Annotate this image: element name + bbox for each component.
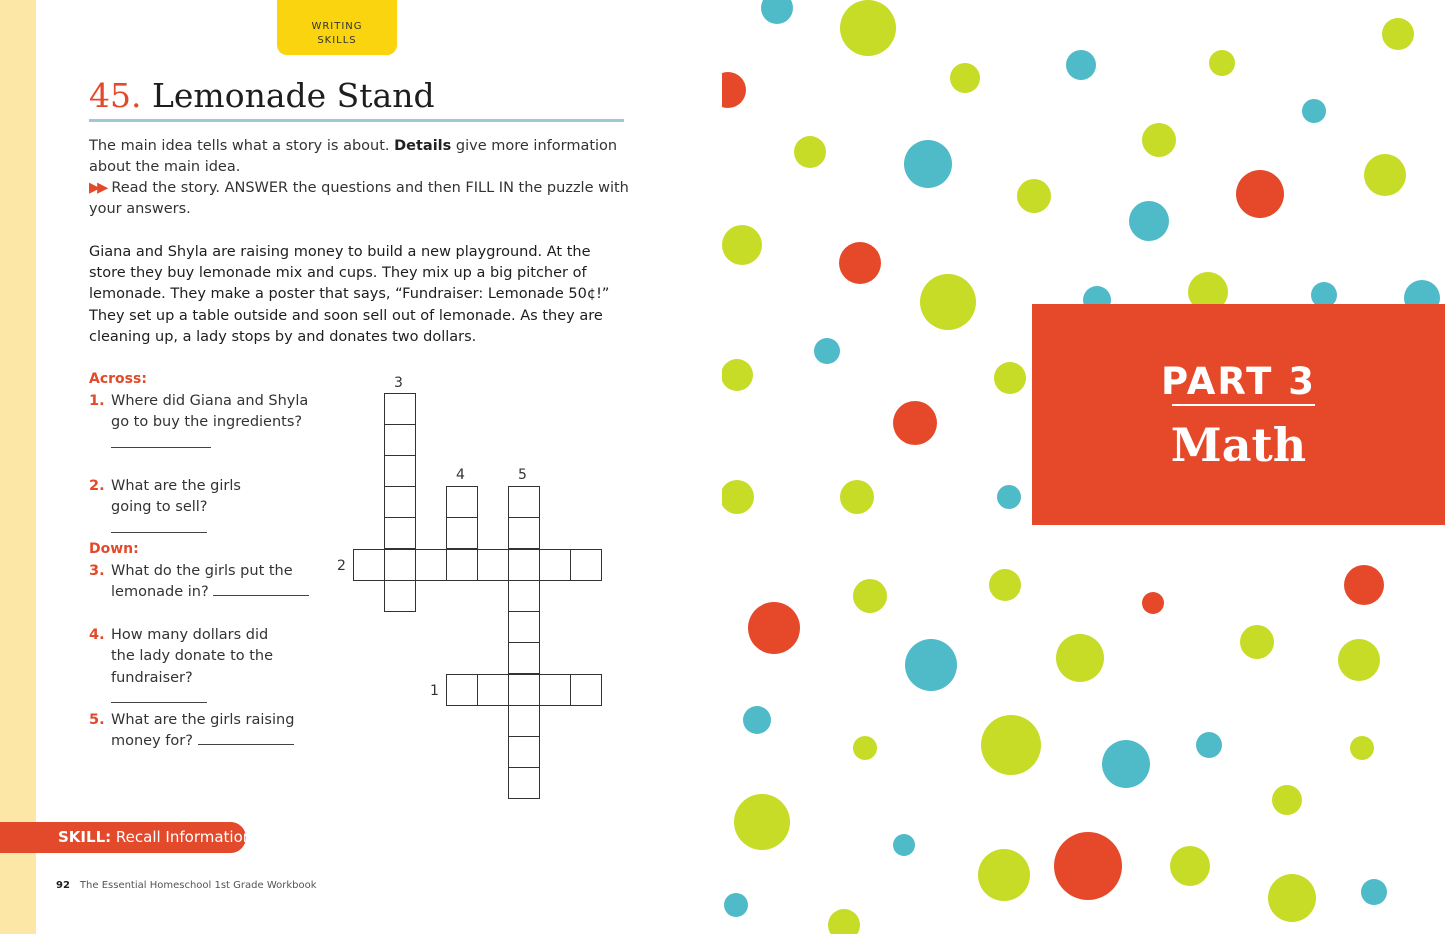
intro-main-end: give more information about the main idea. [89, 138, 618, 175]
crossword-cell[interactable] [508, 674, 540, 706]
skill-value: Recall Information [115, 828, 253, 846]
part-name: Math [1170, 418, 1307, 472]
clue-across-1 [89, 391, 319, 455]
skill-banner [0, 822, 253, 853]
answer-blank[interactable] [111, 434, 211, 448]
crossword-cell[interactable] [508, 611, 540, 643]
part-label: PART 3 [1160, 360, 1317, 403]
crossword-cell[interactable] [384, 486, 416, 518]
crossword-cell[interactable] [508, 549, 540, 581]
clue-text: What are the girls going to sell? [111, 478, 241, 516]
clue-down-5 [89, 710, 319, 753]
clue-across-2 [89, 476, 319, 540]
grid-number-1: 1 [430, 683, 439, 699]
crossword-cell[interactable] [539, 674, 571, 706]
crossword-cell[interactable] [353, 549, 385, 581]
instructions: Read the story. ANSWER the questions and then FILL IN the puzzle with your answers. [89, 180, 629, 217]
part-divider [1172, 404, 1315, 406]
lesson-number: 45. [89, 76, 142, 115]
crossword-cell[interactable] [570, 674, 602, 706]
clue-text: What are the girls raising money for? [111, 712, 295, 750]
page-footer [56, 880, 317, 891]
clue-number: 2. [89, 478, 105, 494]
answer-blank[interactable] [111, 519, 207, 533]
double-arrow-icon: ▶▶ [89, 180, 106, 196]
grid-number-3: 3 [394, 375, 403, 391]
crossword-cell[interactable] [477, 674, 509, 706]
crossword-cell[interactable] [508, 486, 540, 518]
section-tab [277, 0, 397, 55]
crossword-cell[interactable] [446, 549, 478, 581]
crossword-cell[interactable] [384, 549, 416, 581]
clue-down-4 [89, 625, 319, 710]
clue-number: 3. [89, 563, 105, 579]
crossword-cell[interactable] [539, 549, 571, 581]
crossword-cell[interactable] [384, 393, 416, 425]
crossword-cell[interactable] [508, 517, 540, 549]
crossword-cell[interactable] [477, 549, 509, 581]
across-heading: Across: [89, 371, 147, 387]
crossword-cell[interactable] [384, 424, 416, 456]
down-heading: Down: [89, 541, 139, 557]
crossword-cell[interactable] [446, 674, 478, 706]
answer-blank[interactable] [198, 731, 294, 745]
intro-text [89, 136, 629, 220]
answer-blank[interactable] [213, 582, 309, 596]
crossword-cell[interactable] [384, 580, 416, 612]
answer-blank[interactable] [111, 689, 207, 703]
grid-number-2: 2 [337, 558, 346, 574]
clue-text: Where did Giana and Shyla go to buy the ingredients? [111, 393, 309, 431]
section-tab-line1: WRITING [311, 21, 363, 32]
intro-bold-word: Details [394, 138, 452, 154]
crossword-cell[interactable] [384, 455, 416, 487]
right-page [722, 0, 1445, 934]
clue-text: How many dollars did the lady donate to the fundraiser? [111, 627, 274, 686]
crossword-cell[interactable] [446, 486, 478, 518]
part-banner [1032, 304, 1445, 525]
lesson-name: Lemonade Stand [151, 76, 435, 115]
page-number: 92 [56, 880, 70, 891]
clue-number: 4. [89, 627, 105, 643]
crossword-cell[interactable] [508, 705, 540, 737]
story-paragraph: Giana and Shyla are raising money to build a new playground. At the store they buy lemonade mix and cups. They mix up a big pitcher of lemonade. They make a poster that says, “Fundraiser: Lemonade 50¢!” They set up a table outside and soon sell out of lemonade. As they are cleaning up, a lady stops by and donates two dollars. [89, 244, 610, 345]
crossword-cell[interactable] [508, 736, 540, 768]
clue-down-3 [89, 561, 319, 604]
crossword-cell[interactable] [508, 767, 540, 799]
crossword-cell[interactable] [508, 642, 540, 674]
crossword-cell[interactable] [570, 549, 602, 581]
intro-main: The main idea tells what a story is about. [89, 138, 395, 154]
page-margin-strip [0, 0, 36, 934]
clue-text: What do the girls put the lemonade in? [111, 563, 293, 601]
lesson-title [89, 76, 435, 115]
crossword-cell[interactable] [446, 517, 478, 549]
clue-number: 1. [89, 393, 105, 409]
section-tab-line2: SKILLS [317, 35, 357, 46]
crossword-cell[interactable] [415, 549, 447, 581]
grid-number-4: 4 [456, 467, 465, 483]
title-underline [89, 119, 624, 122]
book-title: The Essential Homeschool 1st Grade Workbook [79, 880, 317, 891]
grid-number-5: 5 [518, 467, 527, 483]
crossword-cell[interactable] [508, 580, 540, 612]
left-page [0, 0, 722, 934]
clue-number: 5. [89, 712, 105, 728]
skill-label: SKILL: [58, 828, 112, 846]
crossword-cell[interactable] [384, 517, 416, 549]
